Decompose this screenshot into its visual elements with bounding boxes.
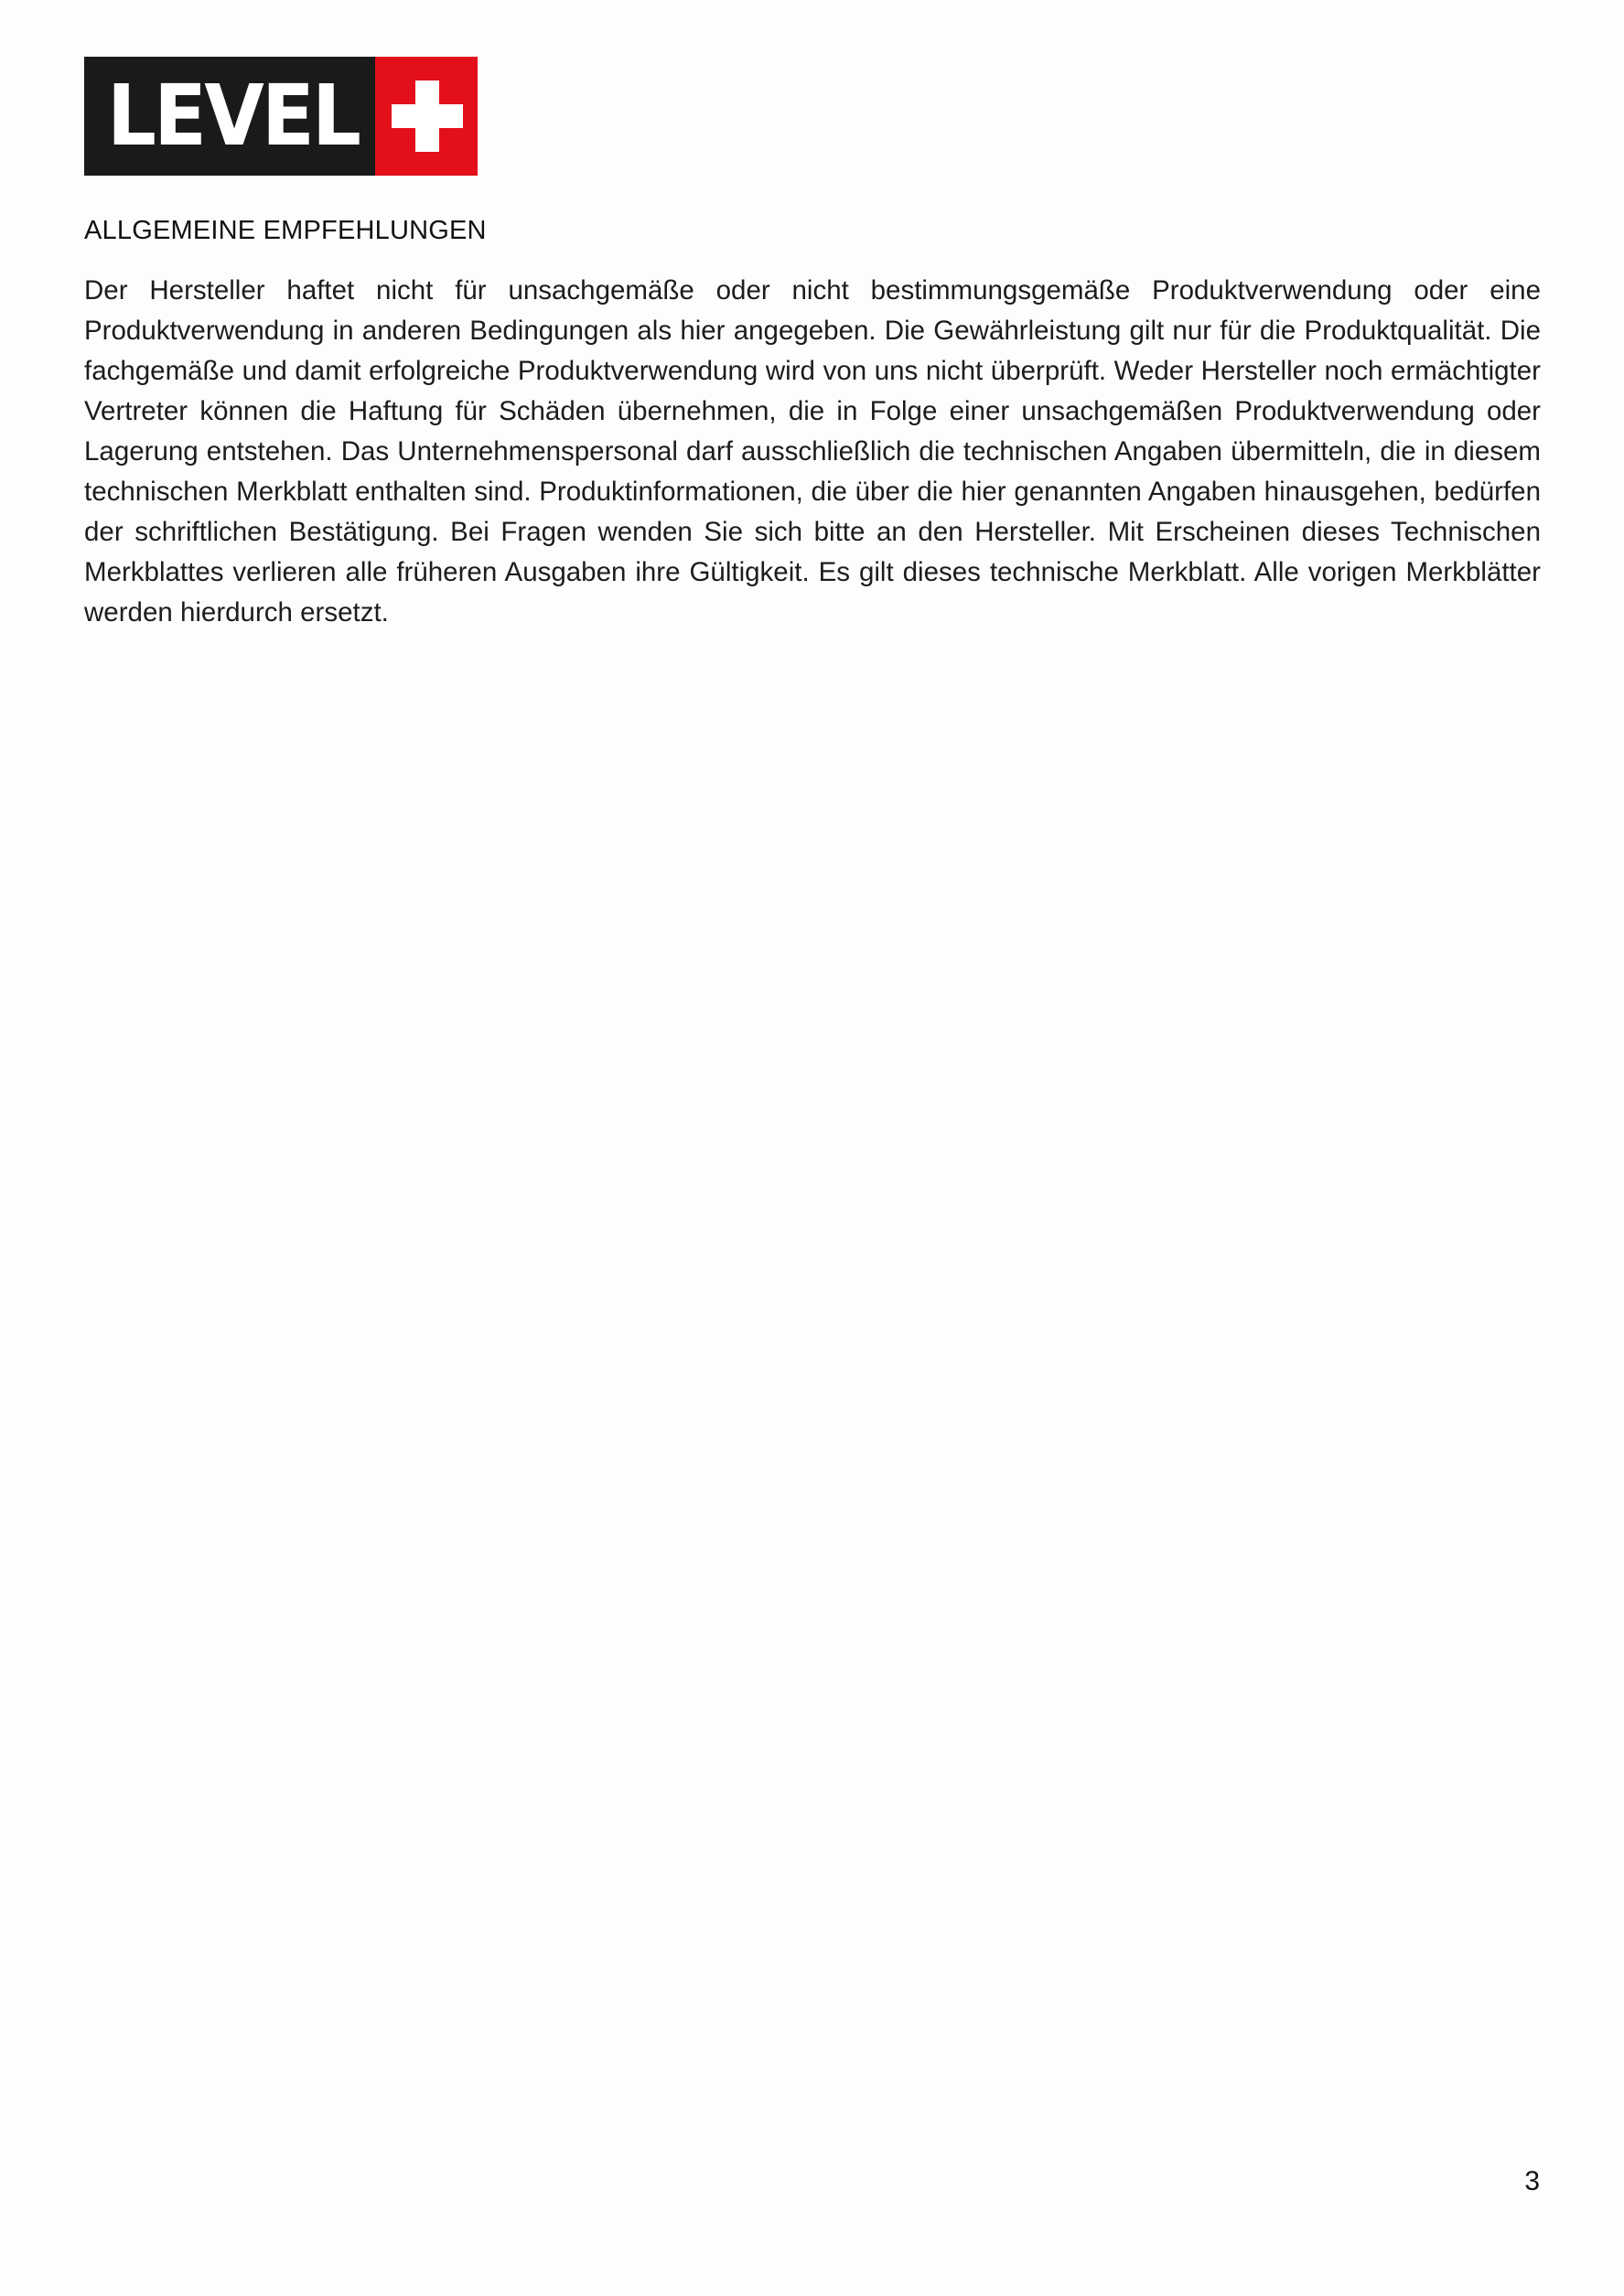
- plus-icon: [375, 57, 478, 176]
- section-heading: ALLGEMEINE EMPFEHLUNGEN: [84, 216, 487, 245]
- recommendations-paragraph: Der Hersteller haftet nicht für unsachgemäße oder nicht bestimmungsgemäße Produktverwendung oder eine Produktverwendung in anderen Bedingungen als hier angegeben. Die Gewährleistung gilt nur für die Produktqualität. Die fachgemäße und damit erfolgreiche Produktverwendung wird von uns nicht überprüft. Weder Hersteller noch ermächtigter Vertreter können die Haftung für Schäden übernehmen, die in Folge einer unsachgemäßen Produktverwendung oder Lagerung entstehen. Das Unternehmenspersonal darf ausschließlich die technischen Angaben übermitteln, die in diesem technischen Merkblatt enthalten sind. Produktinformationen, die über die hier genannten Angaben hinausgehen, bedürfen der schriftlichen Bestätigung. Bei Fragen wenden Sie sich bitte an den Hersteller. Mit Erscheinen dieses Technischen Merkblattes verlieren alle früheren Ausgaben ihre Gültigkeit. Es gilt dieses technische Merkblatt. Alle vorigen Merkblätter werden hierdurch ersetzt.: [84, 275, 1541, 628]
- level-plus-logo: [84, 57, 478, 176]
- page-number: 3: [1524, 2166, 1540, 2196]
- logo-plus-block: [375, 57, 478, 176]
- logo-wordmark: LEVEL: [107, 67, 360, 165]
- logo-wordmark-block: [84, 57, 375, 176]
